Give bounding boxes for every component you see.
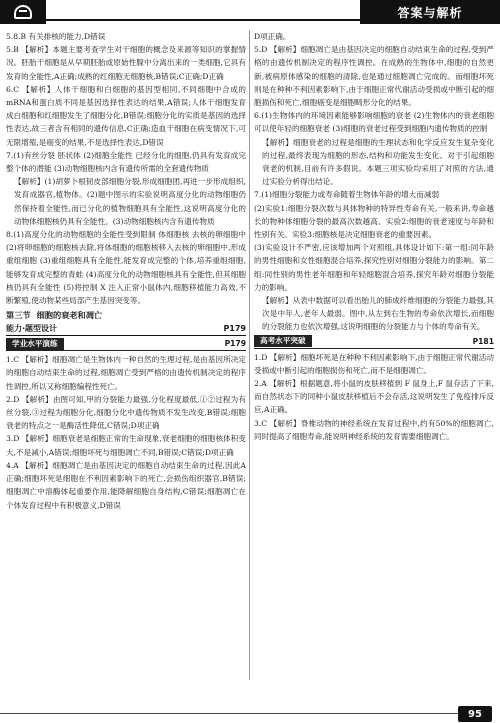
- page-header: [0, 0, 500, 24]
- answer-text: 2.D 【解析】由图可知,甲的分裂能力最强,分化程度最低,①②过程为有丝分裂,③过程为细胞分化,细胞分化中遗传物质不发生改变,B错误;细胞衰老的特点之一是酶活性降低,C错误;D项正确: [6, 394, 246, 431]
- answer-text: 1.D 【解析】细胞坏死是在种种不利因素影响下,由于细胞正常代谢活动受损或中断引起的细胞损伤和死亡,而不是细胞凋亡。: [254, 352, 494, 375]
- logo: [0, 0, 46, 24]
- page-number: 95: [458, 706, 492, 722]
- answer-text: (2)实验1:细胞分裂次数与具体物种的特异性寿命有关,一般来讲,寿命越长的物种体细胞分裂的最高次数越高。实验2:细胞的衰老速度与年龄和性别有关。实验3:细胞核是决定细胞衰老的重要因素。: [254, 203, 494, 240]
- right-column: [254, 30, 494, 443]
- answer-text: (3)实验设计不严密,应该增加两个对照组,具体设计如下:第一组:同年龄的男性细胞和女性细胞混合培养,探究性别对细胞分裂能力的影响。第二组:同性别的男性老年细胞和年轻细胞混合培养,探究年龄对细胞分裂能力的影响。: [254, 243, 494, 292]
- header-title: 答案与解析: [360, 0, 500, 24]
- header-rule: [46, 0, 360, 21]
- section-number: 第三节: [6, 310, 31, 321]
- answer-text: 3.C 【解析】脊椎动物的神经系统在发育过程中,约有50%的细胞凋亡,同时提高了细胞寿命,能说明神经系统的发育需要细胞凋亡。: [254, 418, 494, 441]
- subsection-header: [6, 337, 246, 351]
- column-divider: [249, 30, 250, 680]
- book-arch-icon: [14, 5, 32, 19]
- band-page: P179: [223, 324, 246, 334]
- page-footer: [0, 705, 500, 723]
- answer-text: D项正确。: [254, 32, 291, 41]
- answer-text: 7.(1)有丝分裂 胚状体 (2)细胞全能性 已经分化的细胞,仍具有发育成完整个体的潜能 (3)动物细胞核内含有遗传所需的全套遗传物质: [6, 150, 246, 174]
- answer-text: 【解析】细胞衰老的过程是细胞的生理状态和化学反应发生复杂变化的过程,最终表现为细胞的形态,结构和功能发生变化。对于引起细胞衰老的机制,目前有许多假说。本题三项实验均采用了对照的方法,通过实验分析得出结论。: [262, 137, 494, 187]
- answer-text: 7.(1)细胞分裂能力或寿命随着生物体年龄的增大而减弱: [254, 190, 440, 200]
- band-label: 能力·题型设计: [6, 324, 58, 334]
- footer-rule: [0, 713, 460, 714]
- answer-text: 5.B 【解析】本题主要考查学生对干细胞的概念及来源等知识的掌握情况。胚胎干细胞是从早期胚胎或原始性腺中分离出来的一类细胞,它具有发育的全能性,A正确;成熟的红细胞无细胞核,B错误;C正确;D正确: [6, 45, 246, 81]
- section-band: [6, 322, 246, 336]
- subsection-chip: 学业水平演练: [6, 338, 64, 350]
- answer-text: 【解析】从表中数据可以看出胎儿的肺成纤维细胞的分裂能力最强,其次是中年人,老年人最弱。图中,从左到右生物的寿命依次增长,而细胞的分裂能力也依次增强,这说明细胞的分裂能力与个体的寿命有关。: [262, 296, 494, 332]
- answer-text: 1.C 【解析】细胞凋亡是生物体内一种自然的生理过程,是由基因所决定的细胞自动结束生命的过程,细胞凋亡受到严格的由遗传机制决定的程序性调控,所以又称细胞编程性死亡。: [6, 355, 246, 391]
- answer-text: 5.8.B 有关排核的能力,D错误: [6, 32, 106, 41]
- answer-text: 6.C 【解析】人体干细胞和白细胞的基因型相同,不同细胞中合成的mRNA和蛋白质不同是基因选择性表达的结果,A错误;人体干细胞发育成白细胞和红细胞发生了细胞分化,B错误;细胞分化的实质是基因的选择性表达,故三者含有相同的遗传信息,C正确;造血干细胞在病变情况下,可无限增殖,是癌变的结果,不是选择性表达,D错误: [6, 84, 246, 147]
- section-title: 细胞的衰老和凋亡: [36, 310, 103, 321]
- left-column: [6, 30, 246, 512]
- answer-text: 3.D 【解析】细胞衰老是细胞正常的生命现象,衰老细胞的细胞核体积变大,不是减小,A错误;细胞坏死与细胞凋亡不同,B错误;C错误;D项正确: [6, 434, 246, 457]
- section-heading: [6, 308, 246, 322]
- answer-text: 5.D 【解析】细胞凋亡是由基因决定的细胞自动结束生命的过程,受到严格的由遗传机制决定的程序性调控。在成熟的生物体中,细胞的自然更新,被病原体感染的细胞的清除,也是通过细胞凋亡完成的。而细胞坏死则是在种种不利因素影响下,由于细胞正常代谢活动受损或中断引起的细胞损伤和死亡,细胞癌变是细胞畸形分化的结果。: [254, 45, 494, 108]
- answer-text: 4.A 【解析】细胞凋亡是由基因决定的细胞自动结束生命的过程,因此A正确;细胞坏死是细胞在不利因素影响下的死亡,会损伤组织器官,B错误;细胞凋亡中溶酶体起重要作用,能降解细胞自身结构,C错误;细胞凋亡在个体发育过程中有积极意义,D错误: [6, 460, 246, 510]
- subsection-header: [254, 335, 494, 349]
- subsection-chip: 高考水平突破: [254, 335, 312, 347]
- answer-text: 6.(1)生物体内的环境因素能够影响细胞的衰老 (2)生物体内的衰老细胞可以使年轻的细胞衰老 (3)细胞的衰老过程受到细胞内遗传物质的控制: [254, 111, 494, 134]
- subsection-page: P181: [472, 336, 494, 346]
- answer-text: 【解析】(1)胡萝卜根韧皮部细胞分裂,形成细胞团,再进一步形成组织,发育成器官,植物体。(2)题中图示的实验说明高度分化的动物细胞仍然保持着全能性,而已分化的植物细胞具有全能性,这说明高度分化的动物体细胞核仍具有全能性。(3)动物细胞核内含有遗传物质: [14, 177, 246, 226]
- answer-text: 8.(1)高度分化的动物细胞的全能性受到限制 体细胞核 去核的卵细胞中 (2)将卵细胞的细胞核去除,将体细胞的细胞核移入去核的卵细胞中,形成重组细胞 (3)重组细胞具有全能性,能发育成完整的个体,培养重组细胞,能够发育成完整的青蛙 (4)高度分化的动物细胞核具有全能性,但其细胞核仍具有全能性 (5)将控制 X 注入正常小鼠体内,细胞移植能力高效,不断繁殖,使动物某些局部产生基因突变等。: [6, 230, 246, 306]
- subsection-page: P179: [224, 339, 246, 349]
- answer-text: 2.A 【解析】根据题意,将小鼠的皮肤移植到 F 鼠身上,F 鼠存活了下来,而自然状态下的同种小鼠皮肤移植后不会存活,这说明发生了免疫排斥反应,A正确。: [254, 379, 494, 415]
